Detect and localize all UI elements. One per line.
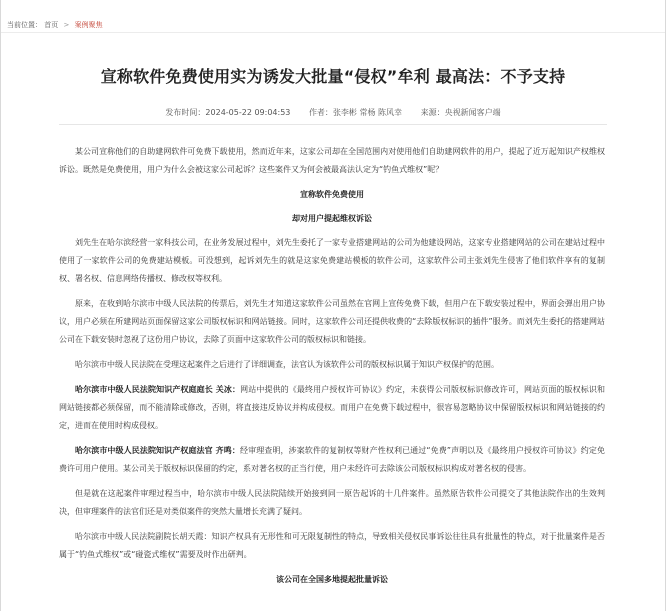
header-divider [1, 32, 665, 33]
paragraph-4: 哈尔滨市中级人民法院在受理这起案件之后进行了详细调查，法官认为该软件公司的版权标识属于知识产权保护的范围。 [75, 360, 499, 369]
section-heading-1: 宣称软件免费使用 [300, 190, 364, 199]
source-label: 来源： [420, 108, 445, 117]
speaker-qi-ming: 哈尔滨市中级人民法院知识产权庭法官 齐鸣： [75, 446, 240, 455]
meta-divider [59, 124, 607, 125]
breadcrumb-current-link[interactable]: 案例聚焦 [74, 21, 103, 29]
author-label: 作者： [308, 108, 333, 117]
paragraph-intro: 某公司宣称他们的自助建网软件可免费下载使用，然而近年来，这家公司却在全国范围内对使用他们自助建网软件的用户，提起了近万起知识产权维权诉讼。既然是免费使用，用户为什么会被这家公司起诉？这些案件又为何会被最高法认定为“钓鱼式维权”呢？ [59, 147, 605, 174]
quote-guan-bing: 网站中提供的《最终用户授权许可协议》约定，未获得公司版权标识修改许可，网站页面的版权标识和网站链接都必须保留，而不能清除或修改，否则，将直接违反协议并构成侵权。而用户在免费下载过程中，很容易忽略协议中保留版权标识和网站链接的约定，进而在使用时构成侵权。 [59, 385, 605, 430]
breadcrumb [7, 20, 103, 30]
author-value: 张李彬 常杨 陈风幸 [332, 108, 403, 117]
paragraph-2: 刘先生在哈尔滨经营一家科技公司，在业务发展过程中，刘先生委托了一家专业搭建网站的公司为他建设网站，这家专业搭建网站的公司在建站过程中使用了一家软件公司的免费建站模板。可没想到，起诉刘先生的就是这家免费建站模板的软件公司，这家软件公司主张刘先生侵害了他们软件享有的复制权、署名权、信息网络传播权、修改权等权利。 [59, 238, 605, 283]
article-title: 宣称软件免费使用实为诱发大批量“侵权”牟利 最高法：不予支持 [100, 67, 566, 86]
source-value: 央视新闻客户端 [444, 108, 501, 117]
article-meta [1, 107, 665, 118]
quote-qi-ming: 经审理查明，涉案软件的复制权等财产性权利已通过“免费”声明以及《最终用户授权许可协议》约定免费许可用户使用。某公司关于版权标识保留的约定，系对著名权的正当行使，用户未经许可去除该公司版权标识构成对著名权的侵害。 [59, 446, 605, 473]
publish-label: 发布时间： [165, 108, 206, 117]
article-body [59, 143, 605, 595]
paragraph-5 [59, 381, 605, 435]
speaker-guan-bing: 哈尔滨市中级人民法院知识产权庭庭长 关冰： [75, 385, 241, 394]
section-heading-3: 该公司在全国多地提起批量诉讼 [276, 575, 388, 584]
paragraph-6 [59, 442, 605, 478]
paragraph-7: 但是就在这起案件审理过程当中，哈尔滨市中级人民法院陆续开始接到同一原告起诉的十几件案件。虽然原告软件公司提交了其他法院作出的生效判决，但审理案件的法官们还是对类似案件的突然大量增长充满了疑问。 [59, 489, 605, 516]
source [421, 108, 501, 117]
breadcrumb-prefix: 当前位置： [7, 21, 42, 29]
paragraph-8: 哈尔滨市中级人民法院副院长胡天霞：知识产权具有无形性和可无限复制性的特点，导致相关侵权民事诉讼往往具有批量性的特点，对于批量案件是否属于“钓鱼式维权”或“碰瓷式维权”需要及时作出研判。 [59, 532, 605, 559]
breadcrumb-separator: > [63, 21, 70, 29]
breadcrumb-home-link[interactable]: 首页 [44, 21, 59, 29]
section-heading-2: 却对用户提起维权诉讼 [292, 214, 372, 223]
author [309, 108, 402, 117]
publish-time-value: 2024-05-22 09:04:53 [205, 108, 291, 117]
publish-time [165, 108, 290, 117]
paragraph-3: 原来，在收到哈尔滨市中级人民法院的传票后，刘先生才知道这家软件公司虽然在官网上宣传免费下载，但用户在下载安装过程中，界面会弹出用户协议，用户必须在所建网站页面保留这家公司版权标识和网站链接。同时，这家软件公司还提供收费的“去除版权标识的插件”服务。而刘先生委托的搭建网站公司在下载安装时忽视了这份用户协议，去除了页面中这家软件公司的版权标识和链接。 [59, 299, 605, 344]
